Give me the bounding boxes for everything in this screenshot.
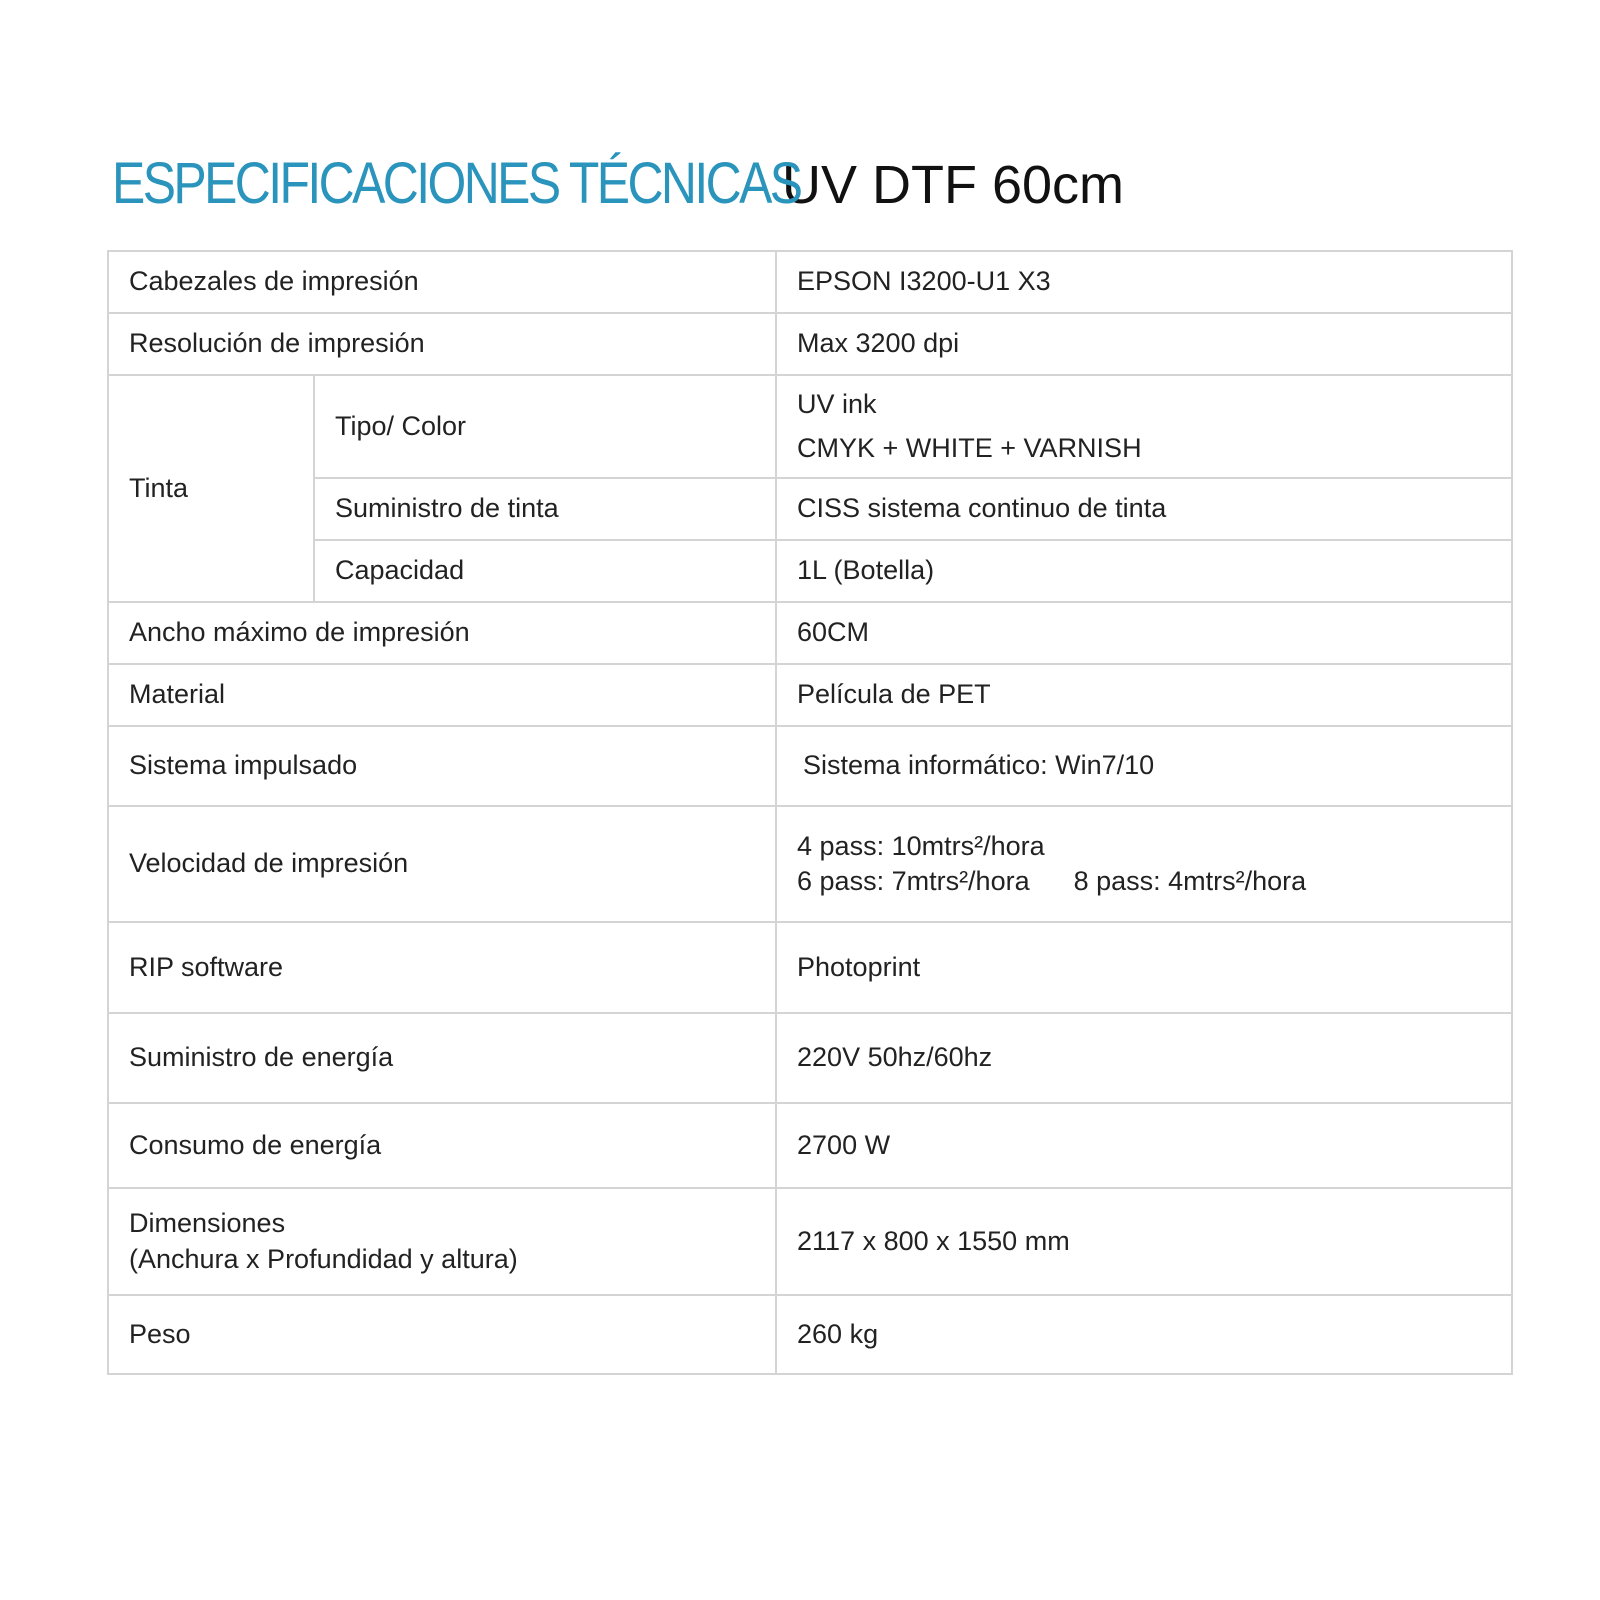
table-row (108, 806, 1512, 922)
spec-label: Suministro de energía (108, 1013, 776, 1103)
table-row (108, 251, 1512, 313)
spec-value: 60CM (776, 602, 1512, 664)
spec-label-line: Dimensiones (129, 1208, 286, 1239)
table-row (108, 1295, 1512, 1374)
spec-label: Peso (108, 1295, 776, 1374)
spec-label: Velocidad de impresión (108, 806, 776, 922)
table-row (108, 922, 1512, 1013)
speed-line: 8 pass: 4mtrs²/hora (1073, 866, 1307, 896)
spec-label-group: Tinta (108, 375, 314, 602)
spec-value: 260 kg (776, 1295, 1512, 1374)
table-row (108, 313, 1512, 375)
spec-value: Sistema informático: Win7/10 (776, 726, 1512, 806)
spec-value (776, 806, 1512, 922)
table-row (108, 540, 1512, 602)
table-row (108, 375, 1512, 478)
spec-value: EPSON I3200-U1 X3 (776, 251, 1512, 313)
spec-sublabel: Capacidad (314, 540, 776, 602)
table-row (108, 1103, 1512, 1188)
spec-label: Sistema impulsado (108, 726, 776, 806)
spec-value: 220V 50hz/60hz (776, 1013, 1512, 1103)
table-row (108, 726, 1512, 806)
table-row (108, 664, 1512, 726)
spec-label-line: (Anchura x Profundidad y altura) (129, 1243, 518, 1274)
speed-line: 4 pass: 10mtrs²/hora (797, 830, 1045, 861)
table-row (108, 478, 1512, 540)
spec-label: Consumo de energía (108, 1103, 776, 1188)
spec-value: Película de PET (776, 664, 1512, 726)
spec-value: Photoprint (776, 922, 1512, 1013)
table-row (108, 1013, 1512, 1103)
spec-sublabel: Suministro de tinta (314, 478, 776, 540)
page-subtitle: UV DTF 60cm (782, 155, 1125, 215)
spec-value: CISS sistema continuo de tinta (776, 478, 1512, 540)
spec-value (776, 375, 1512, 478)
spec-label: Material (108, 664, 776, 726)
header (112, 150, 1124, 230)
speed-line: 6 pass: 7mtrs²/hora (797, 866, 1030, 896)
spec-label: Cabezales de impresión (108, 251, 776, 313)
spec-value: 2117 x 800 x 1550 mm (776, 1188, 1512, 1295)
spec-label (108, 1188, 776, 1295)
page-title: ESPECIFICACIONES TÉCNICAS (112, 151, 801, 216)
table-row (108, 1188, 1512, 1295)
spec-value-line: UV ink (797, 389, 877, 420)
spec-value: 1L (Botella) (776, 540, 1512, 602)
spec-value: Max 3200 dpi (776, 313, 1512, 375)
spec-sublabel: Tipo/ Color (314, 375, 776, 478)
specs-table (107, 250, 1513, 1375)
spec-value-line: CMYK + WHITE + VARNISH (797, 432, 1142, 463)
table-row (108, 602, 1512, 664)
spec-label: Ancho máximo de impresión (108, 602, 776, 664)
spec-label: Resolución de impresión (108, 313, 776, 375)
spec-value: 2700 W (776, 1103, 1512, 1188)
spec-label: RIP software (108, 922, 776, 1013)
